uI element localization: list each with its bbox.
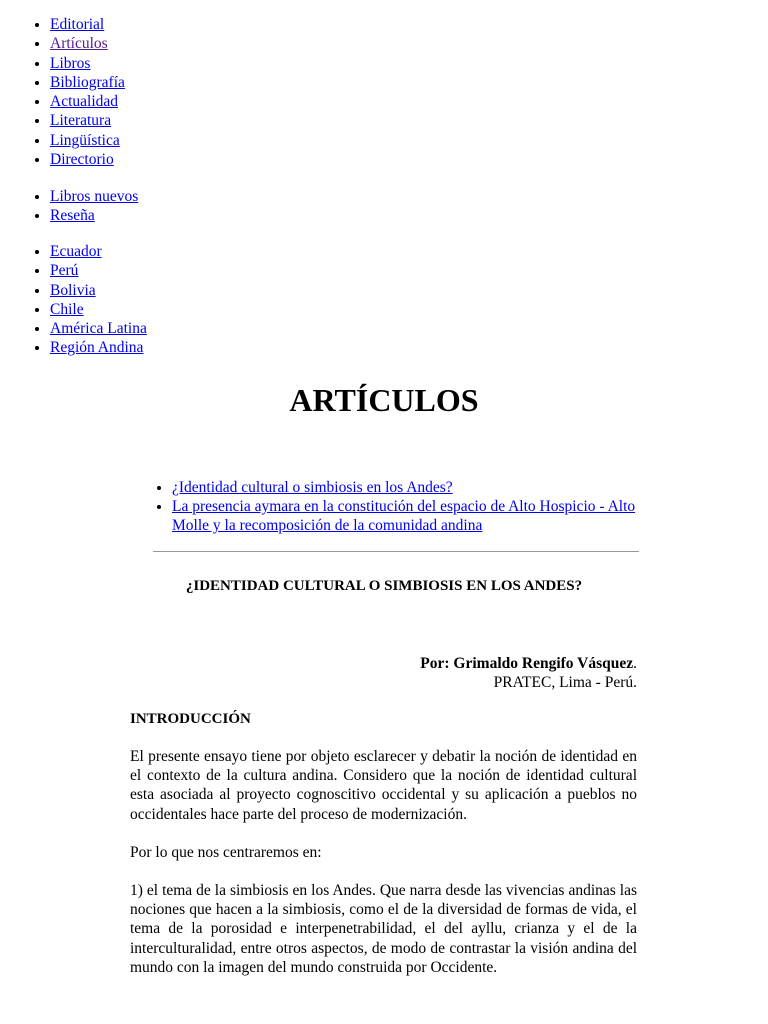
section-heading: INTRODUCCIÓN [130,711,251,727]
nav-item-linguistica [50,131,450,150]
article-title: ¿IDENTIDAD CULTURAL O SIMBIOSIS EN LOS ANDES? [185,578,583,594]
nav-item-peru [50,261,450,280]
nav-link-bolivia[interactable]: Bolivia [50,281,96,299]
nav-link-libros-nuevos[interactable]: Libros nuevos [50,188,139,205]
nav-link-resena[interactable]: Reseña [50,207,95,225]
nav-item-ecuador [50,242,450,261]
article-link-identidad-cultural[interactable]: ¿Identidad cultural o simbiosis en los Andes? [172,479,453,496]
nav-item-bibliografia [50,73,450,92]
nav-link-actualidad[interactable]: Actualidad [50,93,119,111]
nav-item-editorial [50,15,450,34]
article-index [172,478,642,535]
nav-item-region-andina [50,338,450,357]
nav-region-sections [0,242,450,358]
nav-item-america-latina [50,319,450,338]
author-line [130,654,637,673]
nav-link-linguistica[interactable]: Lingüística [50,131,120,149]
nav-item-libros [50,54,450,73]
nav-link-libros[interactable]: Libros [50,54,91,72]
author-suffix: . [633,655,637,672]
article-byline [130,654,637,692]
nav-item-chile [50,300,450,319]
paragraph: El presente ensayo tiene por objeto esclarecer y debatir la noción de identidad en el contexto de la cultura andina. Considero que la noción de identidad cultural esta asociada al proyecto cognoscitivo occidental y su aplicación a pueblos no occidentales hace parte del proceso de modernización. [130,748,637,823]
nav-link-america-latina[interactable]: América Latina [50,320,147,338]
author-affiliation: PRATEC, Lima - Perú. [493,674,637,691]
page-title: ARTÍCULOS [289,382,479,418]
nav-item-articulos [50,34,450,53]
nav-link-editorial[interactable]: Editorial [50,16,105,33]
nav-link-chile[interactable]: Chile [50,300,84,318]
article-index-item [172,478,642,497]
nav-main-sections [0,15,450,169]
nav-link-literatura[interactable]: Literatura [50,112,112,130]
article-index-item [172,497,642,535]
section-divider [153,551,639,552]
nav-link-bibliografia[interactable]: Bibliografía [50,73,125,91]
nav-item-actualidad [50,92,450,111]
article-body [130,710,637,996]
article-link-presencia-aymara[interactable]: La presencia aymara en la constitución del espacio de Alto Hospicio - Alto Molle y la recomposición de la comunidad andina [172,498,636,534]
paragraph: 1) el tema de la simbiosis en los Andes. Que narra desde las vivencias andinas las nociones que hacen a la simbiosis, como el de la diversidad de formas de vida, el tema de la porosidad e interpenetrabilidad, el del ayllu, crianza y el de la interculturalidad, entre otros aspectos, de modo de contrastar la visión andina del mundo con la imagen del mundo construida por Occidente. [130,882,637,976]
nav-item-bolivia [50,281,450,300]
nav-link-region-andina[interactable]: Región Andina [50,339,144,357]
nav-link-ecuador[interactable]: Ecuador [50,243,102,260]
nav-item-resena [50,206,450,225]
nav-books-sections [0,187,450,226]
nav-item-literatura [50,111,450,130]
nav-link-peru[interactable]: Perú [50,262,79,280]
nav-link-articulos[interactable]: Artículos [50,35,108,53]
nav-item-libros-nuevos [50,187,450,206]
nav-item-directorio [50,150,450,169]
nav-link-directorio[interactable]: Directorio [50,151,114,169]
article-author: Por: Grimaldo Rengifo Vásquez [420,655,634,672]
paragraph: Por lo que nos centraremos en: [130,843,322,861]
